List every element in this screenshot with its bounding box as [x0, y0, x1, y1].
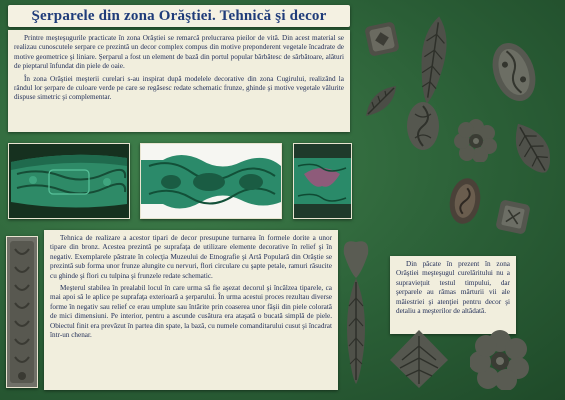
intro-paragraph-2: În zona Orăştiei meşterii curelari s-au inspirat după modelele decorative din zona Cugirului, realizând la rândul lor şerpare de culoare verde pe care se regăsesc redate schematic frunze, ghinde şi motive vegetale vălurite dispuse simetric şi complementar.: [14, 74, 344, 102]
flower-stamp-icon: [454, 118, 498, 162]
technique-paragraph-2: Meşterul stabilea în prealabil locul în care urma să fie aşezat decorul şi încălzea tiparele, ca mai apoi să le aplice pe suprafaţa exterioară a şerparului. În urma acestui proces rezultau diverse forme în negativ sau relief ce erau umplute sau întărite prin coaserea unor fâşii din piele colorată de mici dimensiuni. Pe interior, pentru a ascunde cusătura era ataşată o bucată simplă de piele. Obiectul finit era prevăzut în partea din spate, la bază, cu numele comanditarului cusut şi încadrat într-un chenar.: [50, 284, 332, 340]
technique-paragraph-1: Tehnica de realizare a acestor tipari de decor presupune turnarea în formele dorite a unor tipare din bronz. Acestea prezintă pe suprafaţa de utilizare elemente decorative în relief şi în negativ. Exemplarele păstrate în colecţia Muzeului de Etnografie şi Artă Populară din Orăştie se prezintă sub forma unor frunze alungite cu nervuri, flori circulare cu şapte petale, ramuri răsucite cu ghinde şi flori cu tulpina şi frunzele redate schematic.: [50, 234, 332, 280]
large-flower-stamp-icon: [470, 330, 530, 390]
conclusion-paragraph: Din păcate în prezent în zona Orăştiei meşteşugul curelăritului nu a supravieţuit testul timpului, dar şerparele au rămas mărturii vii ale măiestriei şi atenţiei pentru decor şi detaliu a meşterilor de altădată.: [396, 260, 510, 316]
wavy-leaf-stamp-icon: [360, 80, 402, 124]
conclusion-text-panel: [390, 256, 516, 334]
square-stamp-icon: [362, 19, 402, 59]
green-leather-belt-photo: [8, 143, 130, 219]
leaf-fan-stamp-icon: [386, 326, 452, 392]
oval-acorn-stamp-icon: [480, 32, 548, 112]
heart-leaf-stamp-icon: [340, 238, 372, 388]
ornate-oval-stamp-icon: [405, 100, 441, 152]
intro-text-panel: [8, 30, 350, 132]
title-banner: [8, 5, 350, 27]
small-square-stamp-icon: [493, 197, 533, 237]
intro-paragraph-1: Printre meşteşugurile practicate în zona Orăştiei se remarcă prelucrarea pieilor de vită. Din acest material se realizau cunoscutele serpare ce prezintă un decor complex compus din motive preponderent vegetale încadrate de motive geometrice şi liniare. Şerparul a fost un element de bază din portul popular bărbătesc de sărbătoare, alături de pieptarul înfundat din piele de oaie.: [14, 34, 344, 71]
bronze-stamp-bar-photo: [6, 236, 38, 388]
belt-detail-photo: [140, 143, 282, 219]
belt-closeup-photo: [293, 143, 352, 219]
spiral-stamp-icon: [444, 173, 486, 228]
page-title: Şerparele din zona Orăştiei. Tehnică şi decor: [31, 7, 327, 24]
feather-leaf-stamp-icon: [498, 111, 565, 185]
long-leaf-stamp-icon: [410, 12, 456, 108]
technique-text-panel: [44, 230, 338, 390]
